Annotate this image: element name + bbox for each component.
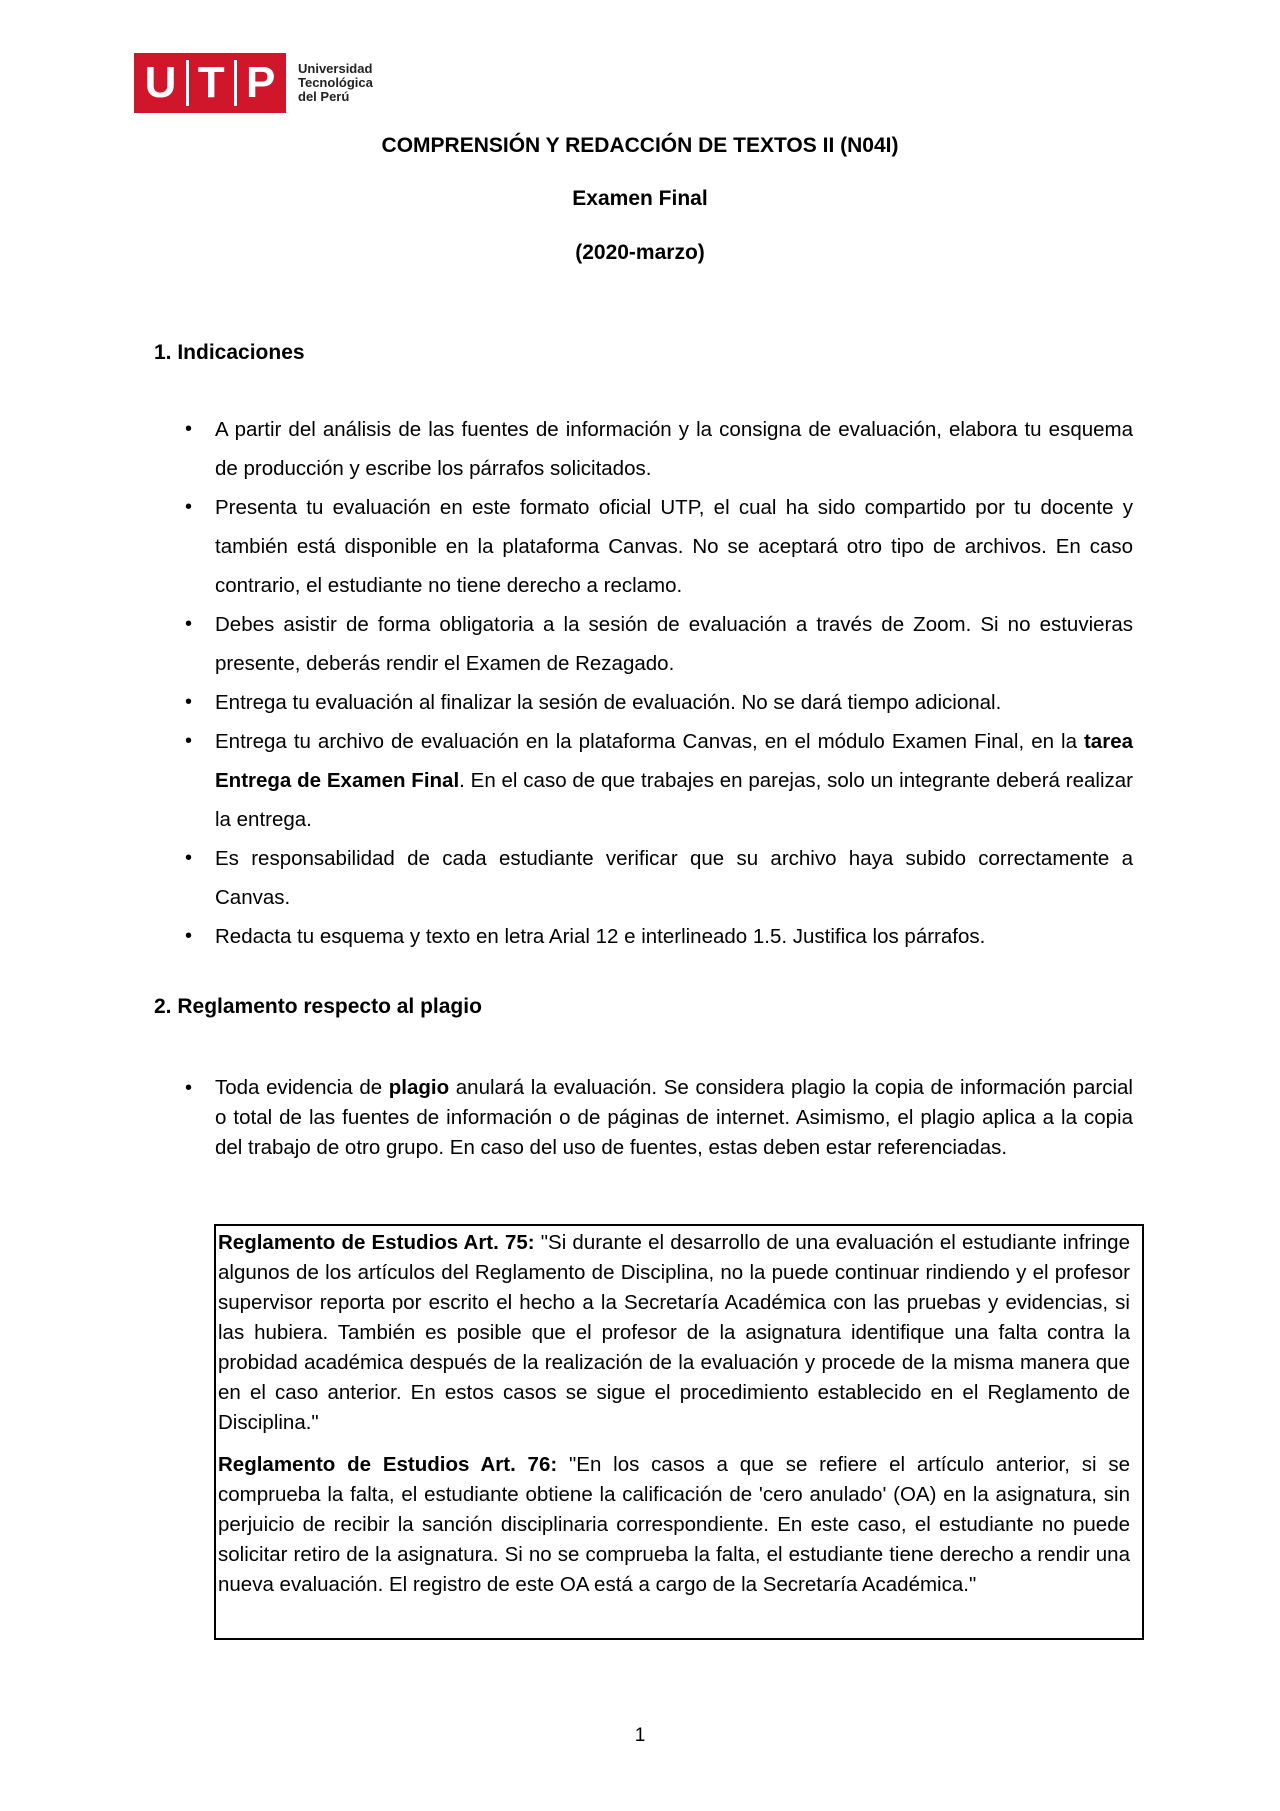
utp-logo xyxy=(134,53,373,113)
list-item: • Entrega tu archivo de evaluación en la plataforma Canvas, en el módulo Examen Final, en la tarea Entrega de Examen Final. En el caso de que trabajes en parejas, solo un integrante deberá realizar la entrega. xyxy=(185,730,1133,831)
page-number: 1 xyxy=(634,1725,646,1746)
exam-title: Examen Final xyxy=(572,187,708,210)
exam-date: (2020-marzo) xyxy=(575,241,705,264)
list-item: • Presenta tu evaluación en este formato oficial UTP, el cual ha sido compartido por tu docente y también está disponible en la plataforma Canvas. No se aceptará otro tipo de archivos. En caso contrario, el estudiante no tiene derecho a reclamo. xyxy=(185,496,1133,597)
list-item: • Toda evidencia de plagio anulará la evaluación. Se considera plagio la copia de información parcial o total de las fuentes de información o de páginas de internet. Asimismo, el plagio aplica a la copia del trabajo de otro grupo. En caso del uso de fuentes, estas deben estar referenciadas. xyxy=(185,1076,1133,1159)
section-indicaciones-title: 1. Indicaciones xyxy=(154,341,305,364)
plagio-list xyxy=(185,1073,1133,1163)
list-item: • Es responsabilidad de cada estudiante verificar que su archivo haya subido correctamente a Canvas. xyxy=(185,847,1133,909)
reglamento-box xyxy=(214,1224,1144,1640)
utp-logo-mark xyxy=(134,53,286,113)
logo-letter-p: P xyxy=(246,58,276,107)
section-plagio-title: 2. Reglamento respecto al plagio xyxy=(154,995,482,1018)
list-item: • Entrega tu evaluación al finalizar la sesión de evaluación. No se dará tiempo adicional. xyxy=(185,691,1002,714)
list-item: • Redacta tu esquema y texto en letra Arial 12 e interlineado 1.5. Justifica los párrafos. xyxy=(185,925,986,948)
course-title: COMPRENSIÓN Y REDACCIÓN DE TEXTOS II (N04I) xyxy=(381,134,899,157)
indicaciones-list xyxy=(185,410,1133,956)
list-item: • A partir del análisis de las fuentes de información y la consigna de evaluación, elabora tu esquema de producción y escribe los párrafos solicitados. xyxy=(185,418,1133,480)
list-item: • Debes asistir de forma obligatoria a la sesión de evaluación a través de Zoom. Si no estuvieras presente, deberás rendir el Examen de Rezagado. xyxy=(185,613,1133,675)
logo-wordmark: Universidad Tecnológica del Perú xyxy=(298,61,373,104)
logo-letter-t: T xyxy=(197,58,225,107)
logo-letter-u: U xyxy=(144,58,177,107)
reglamento-art-75: Reglamento de Estudios Art. 75: "Si durante el desarrollo de una evaluación el estudiante infringe algunos de los artículos del Reglamento de Disciplina, no la puede continuar rindiendo y el profesor supervisor reporta por escrito el hecho a la Secretaría Académica con las pruebas y evidencias, si las hubiera. También es posible que el profesor de la asignatura identifique una falta contra la probidad académica después de la realización de la evaluación y procede de la misma manera que en el caso anterior. En estos casos se sigue el procedimiento establecido en el Reglamento de Disciplina." xyxy=(218,1231,1130,1434)
reglamento-art-76: Reglamento de Estudios Art. 76: "En los casos a que se refiere el artículo anterior, si se comprueba la falta, el estudiante obtiene la calificación de 'cero anulado' (OA) en la asignatura, sin perjuicio de recibir la sanción disciplinaria correspondiente. En este caso, el estudiante no puede solicitar retiro de la asignatura. Si no se comprueba la falta, el estudiante tiene derecho a rendir una nueva evaluación. El registro de este OA está a cargo de la Secretaría Académica." xyxy=(218,1453,1130,1596)
